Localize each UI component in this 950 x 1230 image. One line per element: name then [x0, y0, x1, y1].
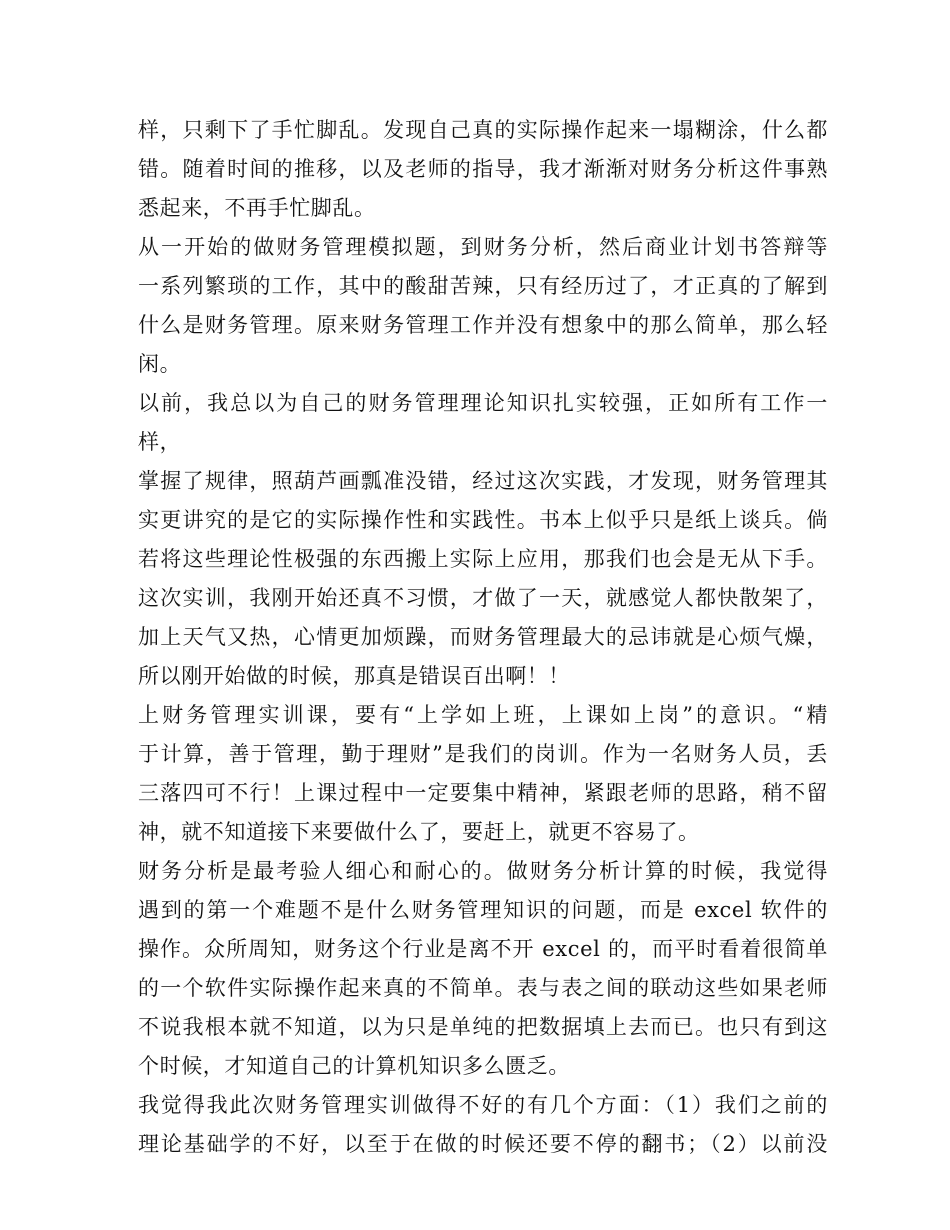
- text-line: 掌握了规律，照葫芦画瓢准没错，经过这次实践，才发现，财务管理其: [138, 469, 828, 493]
- text-line: 加上天气又热，心情更加烦躁，而财务管理最大的忌讳就是心烦气燥，: [138, 625, 828, 649]
- text-line: 个时候，才知道自己的计算机知识多么匮乏。: [138, 1054, 570, 1078]
- text-line: 理论基础学的不好，以至于在做的时候还要不停的翻书；（2）以前没: [138, 1132, 828, 1156]
- text-line: 一系列繁琐的工作，其中的酸甜苦辣，只有经历过了，才正真的了解到: [138, 274, 828, 298]
- text-line: 上财务管理实训课，要有“上学如上班，上课如上岗”的意识。“精: [138, 703, 828, 727]
- text-line: 财务分析是最考验人细心和耐心的。做财务分析计算的时候，我觉得: [138, 859, 828, 883]
- text-line: 什么是财务管理。原来财务管理工作并没有想象中的那么简单，那么轻: [138, 313, 828, 337]
- text-line: 的一个软件实际操作起来真的不简单。表与表之间的联动这些如果老师: [138, 976, 828, 1000]
- text-line: 若将这些理论性极强的东西搬上实际上应用，那我们也会是无从下手。: [138, 547, 828, 571]
- text-line: 不说我根本就不知道，以为只是单纯的把数据填上去而已。也只有到这: [138, 1015, 828, 1039]
- text-line: 于计算，善于管理，勤于理财”是我们的岗训。作为一名财务人员，丢: [138, 742, 828, 766]
- text-line: 样，只剩下了手忙脚乱。发现自己真的实际操作起来一塌糊涂，什么都: [138, 118, 828, 142]
- text-line: 从一开始的做财务管理模拟题，到财务分析，然后商业计划书答辩等: [138, 235, 828, 259]
- text-line: 错。随着时间的推移，以及老师的指导，我才渐渐对财务分析这件事熟: [138, 157, 828, 181]
- text-line: 以前，我总以为自己的财务管理理论知识扎实较强，正如所有工作一: [138, 391, 828, 415]
- text-line: 遇到的第一个难题不是什么财务管理知识的问题，而是 excel 软件的: [138, 898, 828, 922]
- text-line: 神，就不知道接下来要做什么了，要赶上，就更不容易了。: [138, 820, 700, 844]
- text-line: 操作。众所周知，财务这个行业是离不开 excel 的，而平时看着很简单: [138, 937, 828, 961]
- text-line: 实更讲究的是它的实际操作性和实践性。书本上似乎只是纸上谈兵。倘: [138, 508, 828, 532]
- text-line: 三落四可不行！上课过程中一定要集中精神，紧跟老师的思路，稍不留: [138, 781, 828, 805]
- text-line: 样，: [138, 430, 182, 454]
- text-line: 这次实训，我刚开始还真不习惯，才做了一天，就感觉人都快散架了，: [138, 586, 828, 610]
- text-line: 闲。: [138, 352, 182, 376]
- text-line: 我觉得我此次财务管理实训做得不好的有几个方面：（1）我们之前的: [138, 1093, 828, 1117]
- text-line: 悉起来，不再手忙脚乱。: [138, 196, 376, 220]
- text-line: 所以刚开始做的时候，那真是错误百出啊！！: [138, 664, 570, 688]
